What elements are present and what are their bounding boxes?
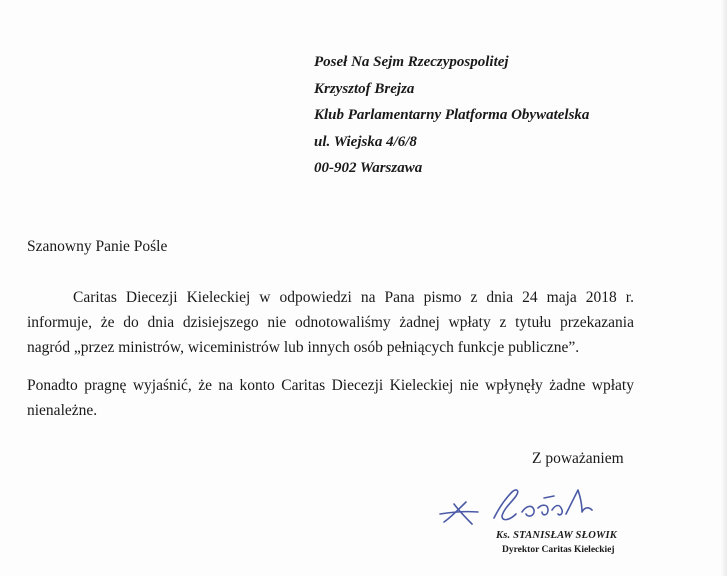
signer-name: Ks. STANISŁAW SŁOWIK — [496, 530, 618, 541]
paragraph-1-line-1: Caritas Diecezji Kieleckiej w odpowiedzi na Pana pismo z dnia 24 maja 2018 r. — [73, 289, 634, 306]
body-paragraph-2 — [27, 373, 634, 423]
signer-title: Dyrektor Caritas Kieleckiej — [502, 545, 615, 555]
page-edge-shadow — [721, 0, 727, 576]
paragraph-1-line-3: nagród „przez ministrów, wiceministrów lub innych osób pełniących funkcje publiczne”. — [27, 339, 580, 356]
closing-phrase: Z poważaniem — [532, 450, 624, 467]
salutation: Szanowny Panie Pośle — [27, 238, 168, 255]
paragraph-1-line-2: informuje, że do dnia dzisiejszego nie odnotowaliśmy żadnej wpłaty z tytułu przekazania — [27, 314, 634, 331]
addressee-line-street: ul. Wiejska 4/6/8 — [314, 133, 417, 150]
paragraph-2-line-1: Ponadto pragnę wyjaśnić, że na konto Caritas Diecezji Kieleckiej nie wpłynęły żadne wpłaty — [27, 377, 634, 394]
handwritten-signature — [432, 482, 632, 530]
paragraph-2-line-2: nienależne. — [27, 402, 98, 419]
addressee-line-title: Poseł Na Sejm Rzeczypospolitej — [314, 54, 509, 70]
addressee-block — [314, 49, 589, 182]
addressee-line-club: Klub Parlamentarny Platforma Obywatelska — [314, 107, 590, 123]
addressee-line-city: 00-902 Warszawa — [314, 160, 423, 176]
body-paragraph-1 — [27, 285, 634, 360]
addressee-line-name: Krzysztof Brejza — [314, 80, 415, 97]
